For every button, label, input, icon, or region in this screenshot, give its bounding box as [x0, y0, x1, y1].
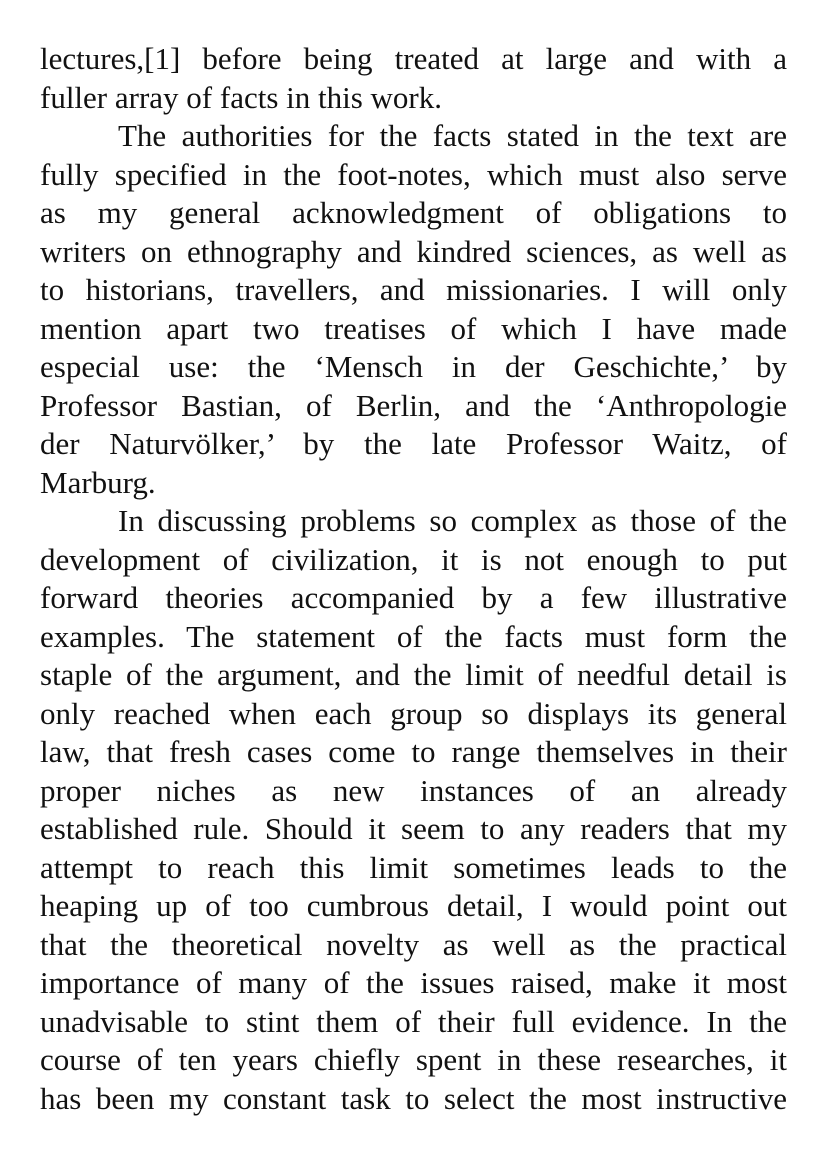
text-line: to historians, travellers, and missionaries. I will only — [40, 272, 787, 307]
text-line: proper niches as new instances of an already — [40, 772, 787, 808]
text-line: fuller array of facts in this work. — [40, 79, 443, 115]
text-line: importance of many of the issues raised, make it most — [40, 965, 787, 1000]
document-page — [40, 40, 787, 1118]
text-line: established rule. Should it seem to any readers that my — [40, 811, 787, 846]
text-line: lectures,[1] before being treated at large and with a — [40, 41, 787, 76]
text-line: only reached when each group so displays its general — [40, 695, 787, 731]
text-line: In discussing problems so complex as those of the — [118, 503, 787, 538]
text-line: unadvisable to stint them of their full evidence. In the — [40, 1003, 787, 1039]
text-line: especial use: the ‘Mensch in der Geschichte,’ by — [40, 349, 787, 384]
text-line: examples. The statement of the facts must form the — [40, 618, 787, 654]
text-line: mention apart two treatises of which I have made — [40, 310, 787, 346]
paragraph-1 — [40, 40, 787, 117]
text-line: heaping up of too cumbrous detail, I would point out — [40, 888, 787, 923]
text-line: as my general acknowledgment of obligations to — [40, 195, 787, 230]
paragraph-3 — [40, 502, 787, 1118]
text-line: attempt to reach this limit sometimes leads to the — [40, 849, 787, 885]
paragraph-2 — [40, 117, 787, 502]
text-line: The authorities for the facts stated in the text are — [118, 118, 787, 153]
text-line: has been my constant task to select the most instructive — [40, 1080, 787, 1116]
text-line: law, that fresh cases come to range themselves in their — [40, 734, 787, 769]
text-line: that the theoretical novelty as well as the practical — [40, 926, 787, 962]
text-line: forward theories accompanied by a few illustrative — [40, 580, 787, 615]
text-line: Professor Bastian, of Berlin, and the ‘Anthropologie — [40, 387, 787, 423]
text-line: development of civilization, it is not enough to put — [40, 541, 787, 577]
text-line: writers on ethnography and kindred sciences, as well as — [40, 233, 787, 269]
text-line: Marburg. — [40, 464, 156, 500]
text-line: der Naturvölker,’ by the late Professor Waitz, of — [40, 426, 787, 461]
text-line: fully specified in the foot-notes, which must also serve — [40, 156, 787, 192]
text-line: course of ten years chiefly spent in these researches, it — [40, 1042, 787, 1077]
text-line: staple of the argument, and the limit of needful detail is — [40, 657, 787, 692]
